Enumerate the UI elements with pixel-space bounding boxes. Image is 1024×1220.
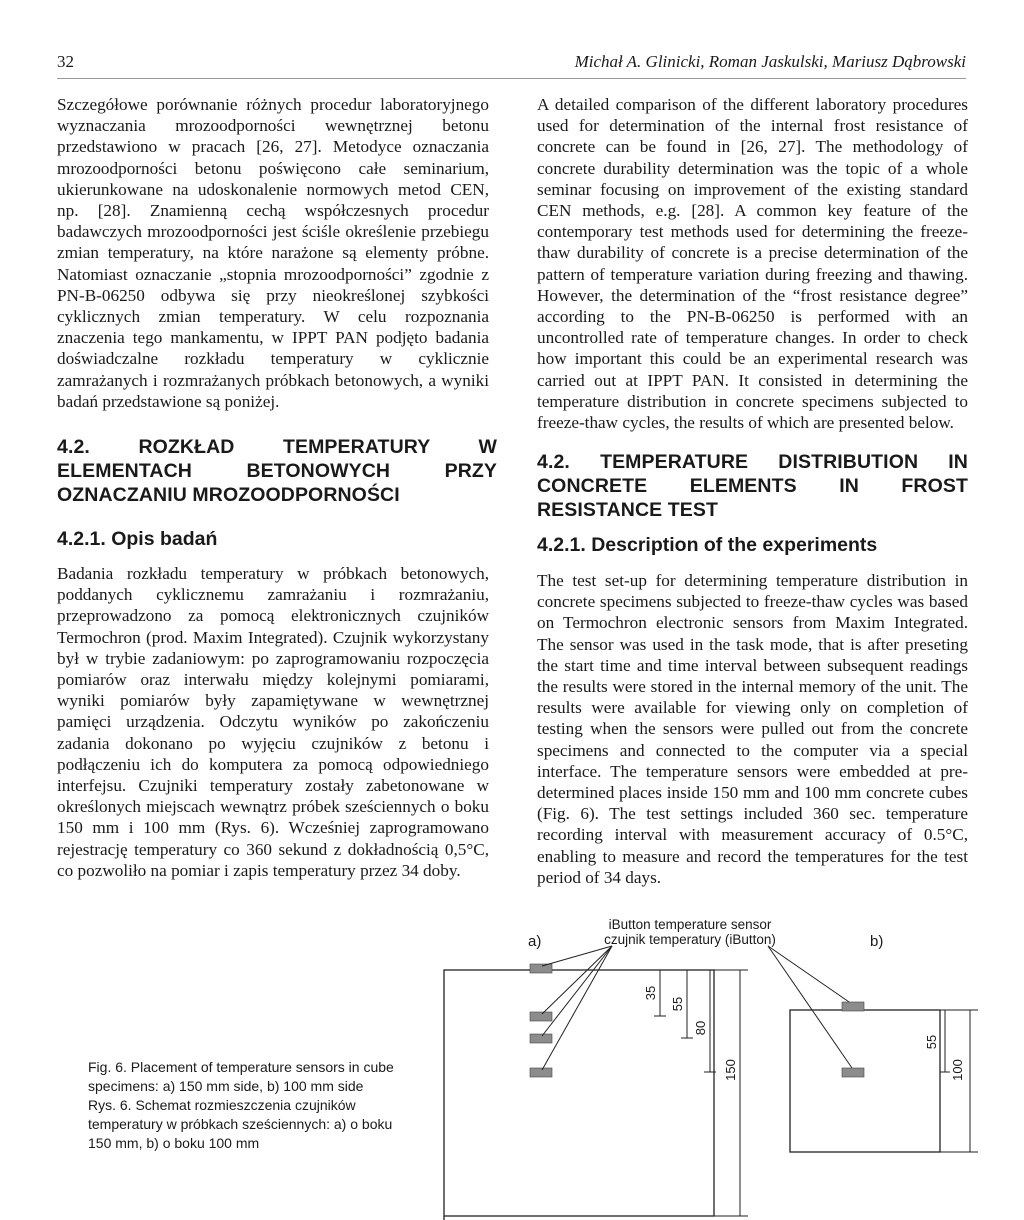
dim-a-150: 150 [723,1059,738,1081]
caption-en-line-1: Fig. 6. Placement of temperature sensors in cube [88,1059,394,1075]
left-section-heading-block [57,435,497,507]
right-subsection-heading-block [537,533,968,557]
header-rule [57,78,966,79]
cube-100mm [790,1002,978,1152]
right-section-heading-block [537,450,968,522]
right-section-heading: 4.2. TEMPERATURE DISTRIBUTION IN CONCRETE ELEMENTS IN FROST RESISTANCE TEST [537,451,968,521]
dim-b-100: 100 [950,1059,965,1081]
dim-a-55: 55 [670,996,685,1012]
sensor-a2 [530,1012,552,1021]
cube-outline-a [444,970,714,1216]
panel-a-label: a) [528,933,542,950]
left-column [57,94,489,412]
page-number: 32 [57,52,74,71]
left-body-column [57,563,489,881]
caption-pl-line-2: temperatury w próbkach sześciennych: a) o boku [88,1116,393,1132]
left-subsection-heading: 4.2.1. Opis badań [57,528,218,550]
sensor-label-en: iButton temperature sensor [608,917,772,932]
panel-b-label: b) [870,933,884,950]
sensor-a4 [530,1068,552,1077]
sensor-b2 [842,1068,864,1077]
right-column [537,94,968,433]
caption-en-line-2: specimens: a) 150 mm side, b) 100 mm side [88,1078,364,1094]
right-intro-paragraph: A detailed comparison of the different laboratory procedures used for determination of the internal frost resistance of concrete can be found in [26, 27]. The methodology of concrete durability determination was the topic of a whole seminar focusing on improvement of the existing standard CEN methods, e.g. [28]. A common key feature of the contemporary test methods used for determining the freeze-thaw durability of concrete is a precise determination of the pattern of temperature variation during freezing and thawing. However, the determination of the “frost resistance degree” according to the PN-B-06250 is performed with an uncontrolled rate of temperature changes. In order to check how important this could be an experimental research was carried out at IPPT PAN. It consisted in determining the temperature distribution in concrete specimens subjected to freeze-thaw cycles, the results of which are presented below. [537,95,968,433]
right-body-column [537,570,968,888]
left-intro-paragraph: Szczegółowe porównanie różnych procedur laboratoryjnego wyznaczania mrozoodporności wewnętrznej betonu przedstawiono w pracach [26, 27]. Metodyce oznaczania mrozoodporności betonu poświęcono całe seminarium, ukierunkowane na udoskonalenie normowych metod CEN, np. [28]. Znamienną cechą współczesnych procedur badawczych mrozoodporności jest ściśle określenie przebiegu zmian temperatury, na które narażone są elementy próbne. Natomiast oznaczanie „stopnia mrozoodporności” zgodnie z PN-B-06250 odbywa się przy nieokreślonej szybkości cyklicznych zmian temperatury. W celu rozpoznania znaczenia tego mankamentu, w IPPT PAN podjęto badania doświadczalne rozkładu temperatury w cyklicznie zamrażanych i rozmrażanych próbkach betonowych, a wyniki badań przedstawione są poniżej. [57,95,489,411]
sensor-label-pl: czujnik temperatury (iButton) [604,932,776,947]
sensor-a3 [530,1034,552,1043]
dim-a-35: 35 [643,985,658,1001]
left-section-heading: 4.2. ROZKŁAD TEMPERATURY W ELEMENTACH BETONOWYCH PRZY OZNACZANIU MROZOODPORNOŚCI [57,436,497,506]
dim-a-80: 80 [693,1020,708,1036]
caption-pl-line-3: 150 mm, b) o boku 100 mm [88,1135,260,1151]
running-header-authors: Michał A. Glinicki, Roman Jaskulski, Mariusz Dąbrowski [574,52,966,71]
sensor-b1 [842,1002,864,1011]
left-body-paragraph: Badania rozkładu temperatury w próbkach betonowych, poddanych cyklicznemu zamrażaniu i rozmrażaniu, przeprowadzono za pomocą elektronicznych czujników Termochron (prod. Maxim Integrated). Czujnik wykorzystany był w trybie zadaniowym: po zaprogramowaniu rozpoczęcia pomiarów oraz interwału między kolejnymi pomiarami, wyniki pomiarów były zapamiętywane w wewnętrznej pamięci urządzenia. Odczytu wyników po zakończeniu zadania dokonano po wyjęciu czujników z betonu i podłączeniu ich do komputera za pomocą odpowiedniego interfejsu. Czujniki temperatury zostały zabetonowane w określonych miejscach wewnątrz próbek sześciennych o boku 150 mm i 100 mm (Rys. 6). Wcześniej zaprogramowano rejestrację temperatury co 360 sekund z dokładnością 0,5°C, co pozwoliło na pomiar i zapis temperatury przez 34 doby. [57,564,489,880]
right-subsection-heading: 4.2.1. Description of the experiments [537,534,878,556]
right-body-paragraph: The test set-up for determining temperature distribution in concrete specimens subjected to freeze-thaw cycles was based on Termochron electronic sensors from Maxim Integrated. The sensor was used in the task mode, that is after preseting the start time and time interval between subsequent readings the results were stored in the internal memory of the unit. The results were available for viewing only on completion of testing when the sensors were pulled out from the concrete specimens and connected to the computer via a special interface. The temperature sensors were embedded at pre-determined places inside 150 mm and 100 mm concrete cubes (Fig. 6). The test settings included 360 sec. temperature recording interval with measurement accuracy of 0.5°C, enabling to measure and record the temperatures for the test period of 34 days. [537,571,968,887]
dim-b-55: 55 [924,1034,939,1050]
left-subsection-heading-block [57,527,489,551]
figure-caption [88,1058,438,1153]
caption-pl-line-1: Rys. 6. Schemat rozmieszczenia czujników [88,1097,356,1113]
sensor-a1 [530,964,552,973]
cube-150mm [444,946,852,1220]
cube-outline-b [790,1010,940,1152]
